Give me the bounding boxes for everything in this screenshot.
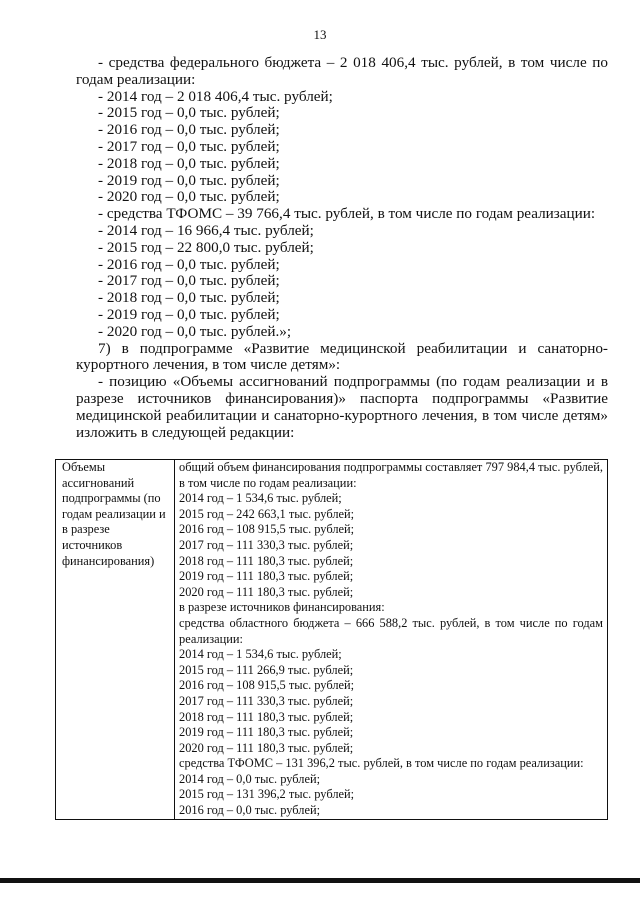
list-item: - 2014 год – 16 966,4 тыс. рублей; <box>98 221 314 239</box>
table-line: 2019 год – 111 180,3 тыс. рублей; <box>179 569 354 584</box>
table-line: 2015 год – 131 396,2 тыс. рублей; <box>179 787 355 802</box>
federal-budget-paragraph: - средства федерального бюджета – 2 018 406,4 тыс. рублей, в том числе по годам реализации: <box>76 54 608 88</box>
list-item: - 2018 год – 0,0 тыс. рублей; <box>98 289 280 307</box>
table-line: 2014 год – 1 534,6 тыс. рублей; <box>179 647 342 662</box>
scan-edge-bar <box>0 878 640 883</box>
list-item: - 2015 год – 22 800,0 тыс. рублей; <box>98 238 314 256</box>
table-line: 2017 год – 111 330,3 тыс. рублей; <box>179 693 354 708</box>
list-item: - 2018 год – 0,0 тыс. рублей; <box>98 154 280 172</box>
amendment-paragraph: - позицию «Объемы ассигнований подпрограммы (по годам реализации и в разрезе источников финансирования)» паспорта подпрограммы «Развитие медицинской реабилитации и санаторно-курортного лечения, в том числе детям» изложить в следующей редакции: <box>76 373 608 441</box>
list-item: - 2020 год – 0,0 тыс. рублей; <box>98 188 280 206</box>
table-line: 2015 год – 111 266,9 тыс. рублей; <box>179 662 354 677</box>
table-line: 2016 год – 0,0 тыс. рублей; <box>179 803 321 818</box>
table-line: 2019 год – 111 180,3 тыс. рублей; <box>179 725 354 740</box>
list-item: - 2019 год – 0,0 тыс. рублей; <box>98 305 280 323</box>
list-item: - 2017 год – 0,0 тыс. рублей; <box>98 137 280 155</box>
funding-details-cell <box>175 460 608 820</box>
table-line: 2015 год – 242 663,1 тыс. рублей; <box>179 506 355 521</box>
list-item: - 2015 год – 0,0 тыс. рублей; <box>98 104 280 122</box>
table-line: 2016 год – 108 915,5 тыс. рублей; <box>179 522 355 537</box>
table-line: 2016 год – 108 915,5 тыс. рублей; <box>179 678 355 693</box>
table-line: 2018 год – 111 180,3 тыс. рублей; <box>179 709 354 724</box>
list-item: - 2014 год – 2 018 406,4 тыс. рублей; <box>98 87 333 105</box>
table-line: средства ТФОМС – 131 396,2 тыс. рублей, в том числе по годам реализации: <box>179 756 584 771</box>
table-line: средства областного бюджета – 666 588,2 тыс. рублей, в том числе по годам реализации: <box>179 615 603 646</box>
table-line: 2017 год – 111 330,3 тыс. рублей; <box>179 537 354 552</box>
list-item: - 2019 год – 0,0 тыс. рублей; <box>98 171 280 189</box>
table-row <box>56 460 608 820</box>
table-line: 2020 год – 111 180,3 тыс. рублей; <box>179 740 354 755</box>
table-line: 2014 год – 1 534,6 тыс. рублей; <box>179 491 342 506</box>
list-item: - 2016 год – 0,0 тыс. рублей; <box>98 255 280 273</box>
subprogram-heading: 7) в подпрограмме «Развитие медицинской реабилитации и санаторно-курортного лечения, в том числе детям»: <box>76 339 608 374</box>
tfoms-paragraph: - средства ТФОМС – 39 766,4 тыс. рублей, в том числе по годам реализации: <box>98 205 596 223</box>
funding-table <box>55 459 608 820</box>
list-item: - 2020 год – 0,0 тыс. рублей.»; <box>98 322 292 340</box>
table-line: общий объем финансирования подпрограммы составляет 797 984,4 тыс. рублей, в том числе по годам реализации: <box>179 460 604 490</box>
funding-label-cell: Объемы ассигнований подпрограммы (по годам реализации и в разрезе источников финансирования) <box>56 460 175 820</box>
table-line: в разрезе источников финансирования: <box>179 600 385 615</box>
list-item: - 2017 год – 0,0 тыс. рублей; <box>98 272 280 290</box>
list-item: - 2016 год – 0,0 тыс. рублей; <box>98 121 280 139</box>
page-number: 13 <box>313 27 327 42</box>
table-line: 2020 год – 111 180,3 тыс. рублей; <box>179 584 354 599</box>
document-body <box>76 55 608 441</box>
table-line: 2018 год – 111 180,3 тыс. рублей; <box>179 553 354 568</box>
table-line: 2014 год – 0,0 тыс. рублей; <box>179 771 321 786</box>
